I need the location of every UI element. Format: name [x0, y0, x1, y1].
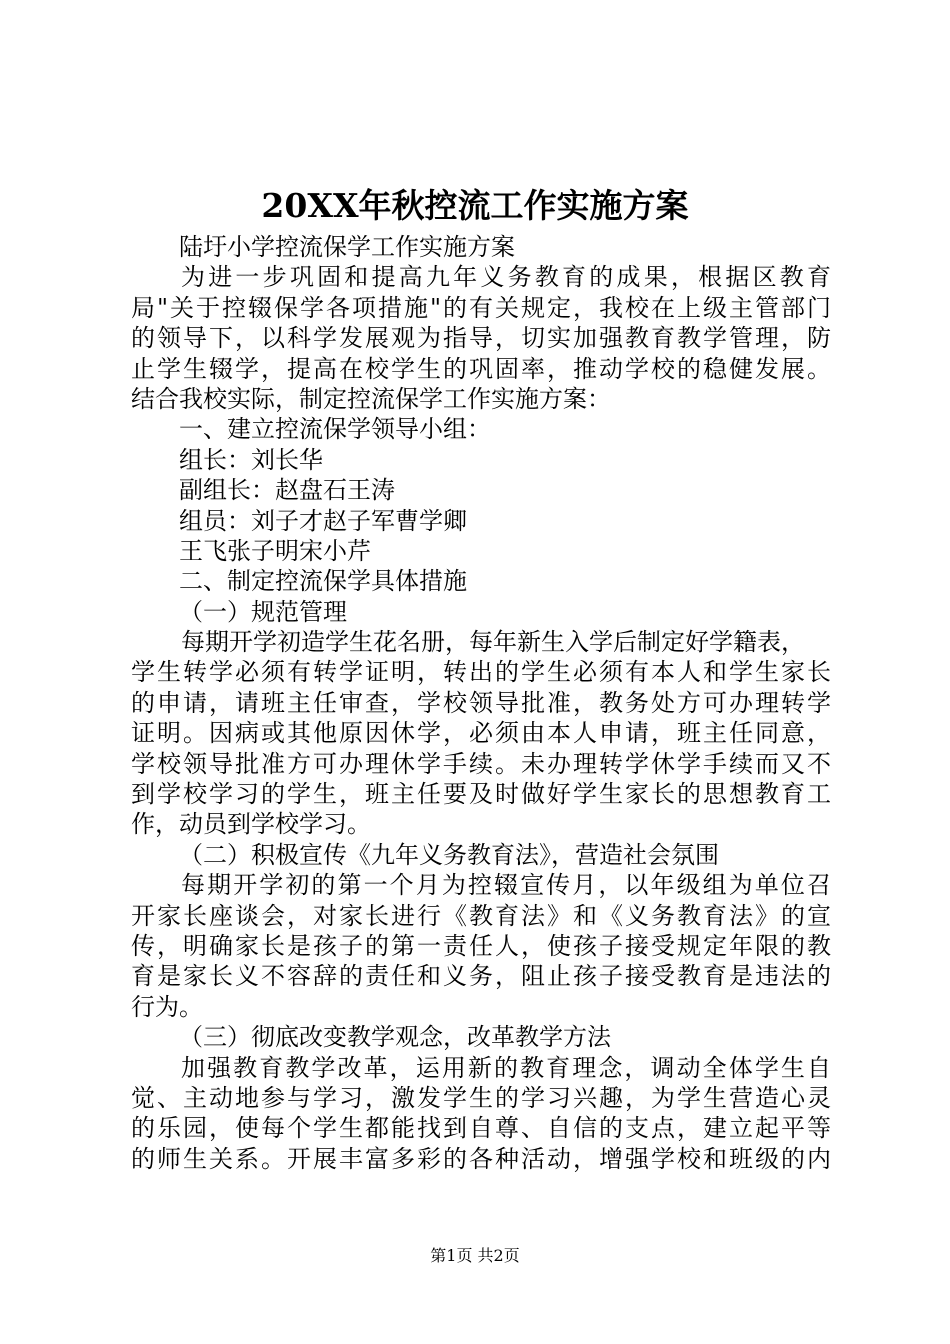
paragraph-line: 局"关于控辍保学各项措施"的有关规定，我校在上级主管部门 [131, 293, 831, 322]
subtitle-line: 陆圩小学控流保学工作实施方案 [179, 233, 515, 261]
paragraph-line: 作，动员到学校学习。 [131, 810, 371, 839]
list-item: 组长：刘长华 [179, 445, 323, 474]
section-heading: 一、建立控流保学领导小组： [179, 415, 491, 444]
paragraph-line: 结合我校实际，制定控流保学工作实施方案： [131, 384, 611, 413]
paragraph-line: 育是家长义不容辞的责任和义务，阻止孩子接受教育是违法的 [131, 962, 831, 991]
subsection-heading: （三）彻底改变教学观念，改革教学方法 [179, 1023, 611, 1052]
list-item: 组员：刘子才赵子军曹学卿 [179, 506, 467, 535]
subsection-heading: （一）规范管理 [179, 597, 347, 626]
paragraph-line: 每期开学初的第一个月为控辍宣传月，以年级组为单位召 [181, 871, 831, 900]
list-item: 王飞张子明宋小芹 [179, 536, 371, 565]
document-title: 20XX年秋控流工作实施方案 [261, 186, 689, 225]
subsection-heading: （二）积极宣传《九年义务教育法》，营造社会氛围 [179, 840, 719, 869]
list-item: 副组长：赵盘石王涛 [179, 476, 395, 505]
paragraph-line: 的领导下，以科学发展观为指导，切实加强教育教学管理，防 [131, 324, 831, 353]
paragraph-line: 为进一步巩固和提高九年义务教育的成果，根据区教育 [181, 263, 831, 292]
paragraph-line: 传，明确家长是孩子的第一责任人，使孩子接受规定年限的教 [131, 931, 831, 960]
section-heading: 二、制定控流保学具体措施 [179, 567, 467, 596]
paragraph-line: 证明。因病或其他原因休学，必须由本人申请，班主任同意， [131, 719, 831, 748]
paragraph-line: 觉、主动地参与学习，激发学生的学习兴趣，为学生营造心灵 [131, 1083, 831, 1112]
paragraph-line: 开家长座谈会，对家长进行《教育法》和《义务教育法》的宣 [131, 901, 831, 930]
paragraph-line: 加强教育教学改革，运用新的教育理念，调动全体学生自 [181, 1053, 831, 1082]
paragraph-line: 的申请，请班主任审查，学校领导批准，教务处方可办理转学 [131, 688, 831, 717]
paragraph-line: 止学生辍学，提高在校学生的巩固率，推动学校的稳健发展。 [131, 354, 831, 383]
paragraph-line: 学校领导批准方可办理休学手续。未办理转学休学手续而又不 [131, 749, 831, 778]
paragraph-line: 学生转学必须有转学证明，转出的学生必须有本人和学生家长 [131, 658, 831, 687]
document-body [131, 232, 831, 1174]
paragraph-line: 每期开学初造学生花名册，每年新生入学后制定好学籍表， [181, 628, 805, 657]
paragraph-line: 的师生关系。开展丰富多彩的各种活动，增强学校和班级的内 [131, 1144, 831, 1173]
paragraph-line: 到学校学习的学生，班主任要及时做好学生家长的思想教育工 [131, 780, 831, 809]
paragraph-line: 的乐园，使每个学生都能找到自尊、自信的支点，建立起平等 [131, 1114, 831, 1143]
page-footer: 第1页 共2页 [430, 1246, 520, 1265]
paragraph-line: 行为。 [131, 992, 203, 1021]
